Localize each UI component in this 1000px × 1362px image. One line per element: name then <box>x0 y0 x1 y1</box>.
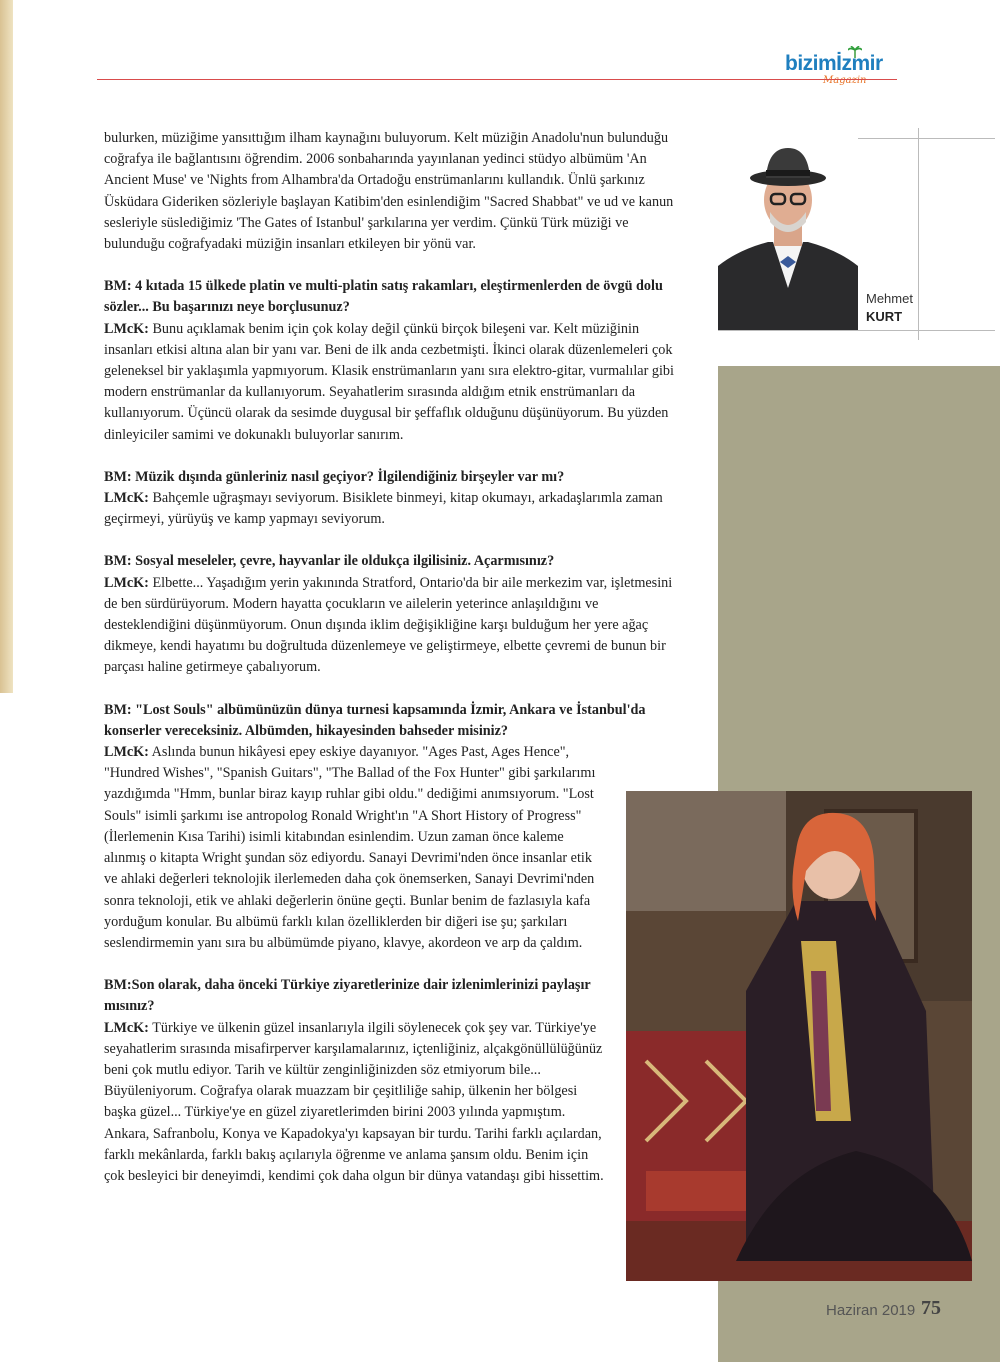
question-text: BM: Sosyal meseleler, çevre, hayvanlar ile oldukça ilgilisiniz. Açarmısınız? <box>104 553 555 570</box>
answer-paragraph <box>104 1018 604 1188</box>
answer-text: Aslında bunun hikâyesi epey eskiye dayanıyor. "Ages Past, Ages Hence", "Hundred Wishes", "Spanish Guitars", "The Ballad of the Fox Hunter" gibi şarkılarımı yazdığımda "Hmm, bunlar biraz kayıp ruhlar gibi oldu." dediğimi anımsıyorum. "Lost Souls" isimli şarkımı ise antropolog Ronald Wright'ın "A Short History of Progress" (İlerlemenin Kısa Tarihi) isimli kitabından esinlendim. Uzun zaman önce kaleme alınmış o kitapta Wright şundan söz ediyordu. Sanayi Devrimi'nden önce insanlar etik ve ahlaki değerleri teknolojik ilerlemeden daha çok önemserken, Sanayi Devrimi'nden sonra teknoloji, etik ve ahlaki değerlerin önüne geçti. Bunlar benim de fazlasıyla kafa yorduğum konular. Bu albümü farklı kılan özelliklerden bir diğeri ise şu; şarkıları seslendirmemin yanı sıra bu albümümde piyano, klavye, akordeon ve arp da çaldım. <box>104 744 596 951</box>
question-text: BM:Son olarak, daha önceki Türkiye ziyaretlerinize dair izlenimlerinizi paylaşır mısınız? <box>104 977 591 1015</box>
magazine-logo <box>785 46 925 92</box>
columnist-box <box>718 128 995 330</box>
answer-text: Elbette... Yaşadığım yerin yakınında Stratford, Ontario'da bir aile merkezim var, işletmesini de ben sürdürüyorum. Modern hayatta çocukların ve ailelerin yeterince anlaşıldığını ve desteklendiğini düşünmüyorum. Onun dışında iklim değişikliğine karşı bulduğum her yere ağaç dikmeye, kendi hayatımı bu doğrultuda düzenlemeye ve geliştirmeye, elbette çevremi de bunun bir parçası haline getirmeye çabalıyorum. <box>104 574 673 676</box>
qa-block <box>104 467 680 531</box>
answer-label: LMcK: <box>104 490 149 507</box>
qa-block <box>104 975 680 1187</box>
logo-subtitle: Magazin <box>823 75 867 86</box>
answer-label: LMcK: <box>104 1019 149 1036</box>
question-text: BM: Müzik dışında günleriniz nasıl geçiyor? İlgilendiğiniz birşeyler var mı? <box>104 468 565 485</box>
page-edge-strip <box>0 0 13 693</box>
answer-paragraph <box>104 319 680 446</box>
columnist-last-name: KURT <box>866 309 903 324</box>
answer-label: LMcK: <box>104 744 149 761</box>
answer-paragraph <box>104 573 680 679</box>
qa-block <box>104 276 680 446</box>
qa-block <box>104 700 680 954</box>
columnist-first-name: Mehmet <box>866 291 913 306</box>
answer-text: Bunu açıklamak benim için çok kolay değil çünkü birçok bileşeni var. Kelt müziğinin insanları etkisi altına alan bir yanı var. Beni de ilk anda cezbetmişti. İkinci olarak düzenlemeleri çok geleneksel bir yaklaşımla yapmıyorum. Klasik enstrümanların yanı sıra elektro-gitar, vurmalılar gibi modern enstrümanlar da kullanıyorum. Seyahatlerim sırasında aldığım etnik enstrümanları da kullanıyorum. Üçüncü olarak da sesimde duygusal bir şeffaflık olduğunu düşünüyorum. Bu yüzden dinleyiciler samimi ve dokunaklı buluyorlar sanırım. <box>104 320 674 443</box>
article-body <box>104 128 680 1187</box>
columnist-divider <box>918 128 919 340</box>
qa-block <box>104 551 680 678</box>
question-text: BM: 4 kıtada 15 ülkede platin ve multi-platin satış rakamları, eleştirmenlerden de övgü dolu sözler... Bu başarınızı neye borçlusunuz? <box>104 278 663 316</box>
article-intro-paragraph: bulurken, müziğime yansıttığım ilham kaynağını buluyorum. Kelt müziğin Anadolu'nun bulunduğu coğrafya ile bağlantısını öğrendim. 2006 sonbaharında yayınlanan yedinci stüdyo albümüm 'An Ancient Muse' ve 'Nights from Alhambra'da Ortadoğu enstrümanlarını kullandık. Ünlü şarkınız Üsküdara Gideriken sözleriyle başlayan Katibim'den esinlendiğim "Sacred Shabbat" ve ud ve kanun sesleriyle süslediğimiz 'The Gates of Istanbul' şarkılarına yer verdim. Çünkü Türk müziği ve bulunduğu coğrafyadaki müziğin insanları etkileyen bir yönü var. <box>104 130 674 253</box>
question-text: BM: "Lost Souls" albümünüzün dünya turnesi kapsamında İzmir, Ankara ve İstanbul'da konserler vereceksiniz. Albümden, hikayesinden bahseder misiniz? <box>104 701 646 739</box>
page-number: 75 <box>921 1297 941 1319</box>
answer-paragraph <box>104 742 604 954</box>
answer-text: Bahçemle uğraşmayı seviyorum. Bisiklete binmeyi, kitap okumayı, arkadaşlarımla zaman geçirmeyi, yürüyüş ve kamp yapmayı seviyorum. <box>104 490 663 528</box>
header-rule <box>97 79 897 80</box>
columnist-photo <box>718 138 858 330</box>
columnist-bottom-rule <box>718 330 995 331</box>
answer-text: Türkiye ve ülkenin güzel insanlarıyla ilgili söylenecek çok şey var. Türkiye'ye seyahatlerim sırasında misafirperver karşılamalarınız, içtenliğiniz, alçakgönüllülüğünüz beni çok mutlu ediyor. Tarih ve kültür zenginliğinizden söz etmiyorum bile... Büyüleniyorum. Coğrafya olarak muazzam bir çeşitliliğe sahip, ülkenin her bölgesi başka güzel... Türkiye'ye en güzel ziyaretlerimden birini 2003 yılında yapmıştım. Ankara, Safranbolu, Konya ve Kapadokya'yı kapsayan bir turdu. Tarihi farklı açılardan, farklı mekânlarda, farklı bakış açılarıyla öğrenme ve anlama şansım oldu. Benim için çok besleyici bir deneyimdi, kendimi çok daha olgun bir dünya vatandaşı gibi hissettim. <box>104 1019 604 1184</box>
logo-title: bizimİzmir <box>785 52 883 75</box>
artist-photo <box>626 791 972 1281</box>
answer-label: LMcK: <box>104 574 149 591</box>
answer-paragraph <box>104 488 680 530</box>
answer-label: LMcK: <box>104 320 149 337</box>
footer-issue-date: Haziran 2019 <box>826 1302 916 1319</box>
